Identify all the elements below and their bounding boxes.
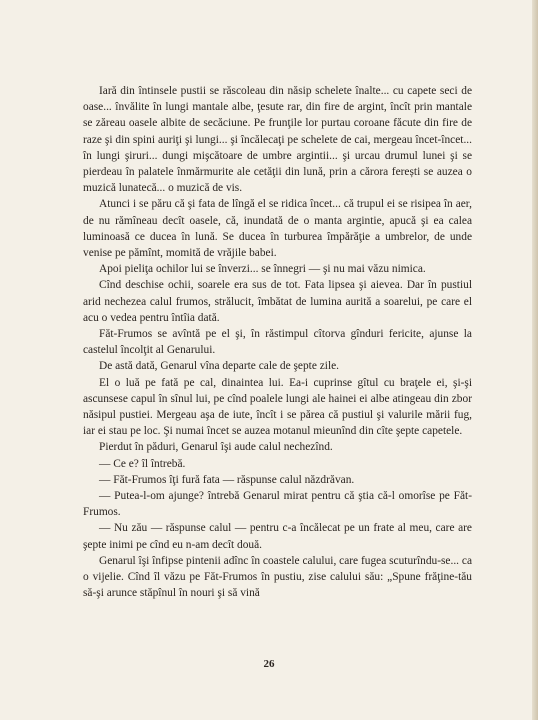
paragraph: Apoi pieliţa ochilor lui se înverzi... se înnegri — şi nu mai văzu nimica. (99, 263, 426, 276)
dialogue-line: — Nu zău — răspunse calul — pentru c-a încălecat pe un frate al meu, care are şepte inimi pe cînd eu n-am decît două. (83, 522, 472, 551)
paragraph: De astă dată, Genarul vîna departe cale de şepte zile. (99, 360, 340, 373)
page-edge-shadow (532, 0, 538, 720)
paragraph: Atunci i se păru că şi fata de lîngă el se ridica încet... că trupul ei se risipea în aer, de nu rămîneau decît oasele, că, inundată de o manta argintie, apucă şi ea calea luminoasă ce ducea în lună. Se ducea în turburea împărăţie a umbrelor, de unde venise pe pămînt, momită de vrăjile babei. (83, 198, 472, 260)
paragraph: El o luă pe fată pe cal, dinaintea lui. Ea-i cuprinse gîtul cu braţele ei, şi-şi ascunsese capul în sînul lui, pe cînd poalele lungi ale hainei ei albe atingeau din zbor năsipul pustiei. Mergeau aşa de iute, încît i se părea că pustiul şi valurile mării fug, iar ei stau pe loc. Şi numai încet se auzea motanul mieunînd din cîte şepte capetele. (83, 376, 472, 438)
paragraph: Genarul îşi înfipse pintenii adînc în coastele calului, care fugea scuturîndu-se... ca o vijelie. Cînd îl văzu pe Făt-Frumos în pustiu, zise calului său: „Spune frăţine-tău să-şi arunce stăpînul în nouri şi să vină (83, 554, 472, 600)
dialogue-line: — Putea-l-om ajunge? întrebă Genarul mirat pentru că ştia că-l omorîse pe Făt-Frumos. (83, 490, 472, 519)
page-number: 26 (263, 658, 275, 670)
paragraph: Iară din întinsele pustii se răscoleau din năsip schelete înalte... cu capete seci de oase... învălite în lungi mantale albe, ţesute rar, din fire de argint, încît prin mantale se zăreau oasele albite de secăciune. Pe frunţile lor purtau coroane făcute din fire de raze şi din spini auriţi şi lungi... şi încălecaţi pe schelete de cai, mergeau încet-încet... în lungi şiruri... dungi mişcătoare de umbre argintii... şi urcau drumul lunei şi se pierdeau în palatele înmărmurite ale cetăţii din lună, prin a cărora ferești se auzea o muzică lunatecă... o muzică de vis. (83, 85, 472, 195)
dialogue-line: — Ce e? îl întrebă. (99, 457, 186, 470)
body-text (83, 83, 472, 602)
paragraph: Cînd deschise ochii, soarele era sus de tot. Fata lipsea şi aievea. Dar în pustiul arid nechezea calul frumos, strălucit, îmbătat de lumina aurită a soarelui, pe care el acu o vedea pentru întîia dată. (83, 279, 472, 324)
paragraph: Pierdut în păduri, Genarul îşi aude calul nechezînd. (99, 441, 333, 454)
paragraph: Făt-Frumos se avîntă pe el şi, în răstimpul cîtorva gînduri fericite, ajunse la castelul încolţit al Genarului. (83, 328, 472, 357)
dialogue-line: — Făt-Frumos îţi fură fata — răspunse calul năzdrăvan. (99, 473, 355, 486)
